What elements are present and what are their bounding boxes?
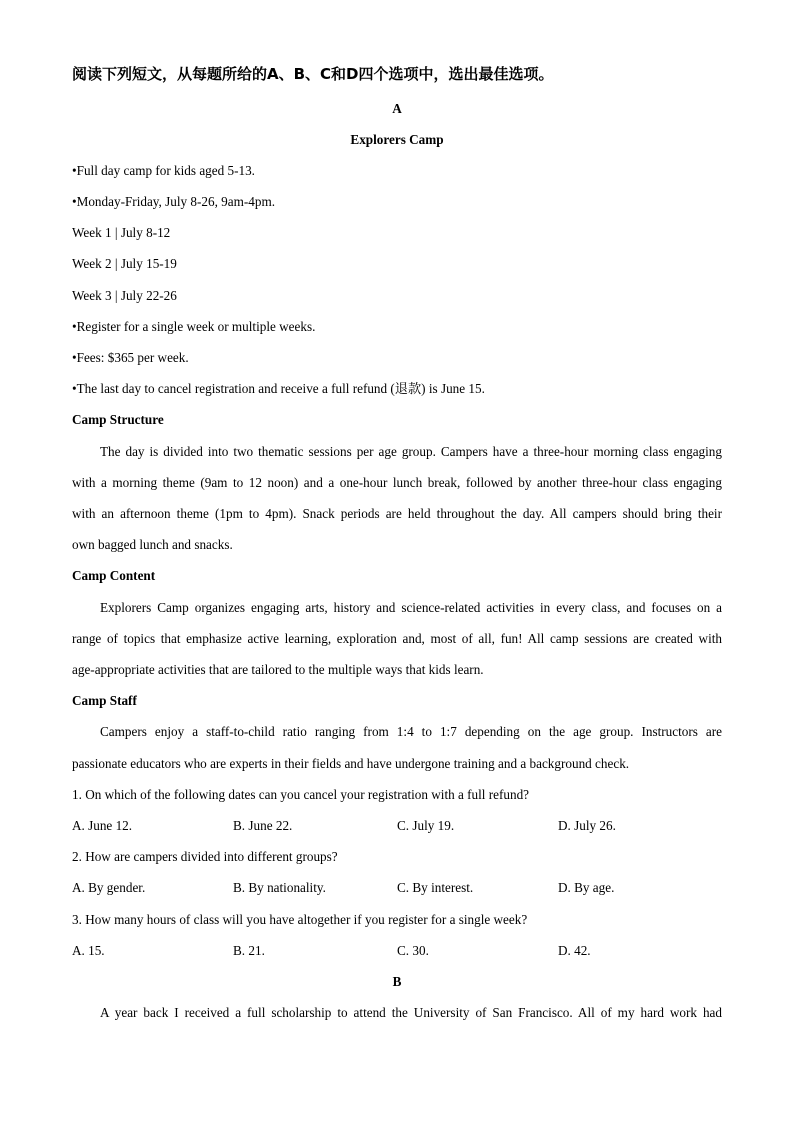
bullet-age: •Full day camp for kids aged 5-13. — [72, 163, 255, 178]
structure-line-1: The day is divided into two thematic sessions per age group. Campers have a three-hour morning class engaging — [100, 444, 722, 459]
question-3-stem: 3. How many hours of class will you have altogether if you register for a single week? — [72, 912, 528, 927]
structure-line-2: with a morning theme (9am to 12 noon) and a one-hour lunch break, followed by another three-hour class engaging — [72, 475, 722, 490]
content-line-2: range of topics that emphasize active learning, exploration and, most of all, fun! All camp sessions are created with — [72, 631, 722, 646]
bullet-dates: •Monday-Friday, July 8-26, 9am-4pm. — [72, 194, 276, 209]
camp-content-heading: Camp Content — [72, 568, 156, 583]
question-2-option-c[interactable]: C. By interest. — [397, 880, 474, 895]
question-1-option-d[interactable]: D. July 26. — [558, 818, 616, 833]
question-2-option-a[interactable]: A. By gender. — [72, 880, 146, 895]
structure-line-4: own bagged lunch and snacks. — [72, 537, 233, 552]
staff-line-2: passionate educators who are experts in their fields and have undergone training and a background check. — [72, 756, 630, 771]
question-2-option-b[interactable]: B. By nationality. — [233, 880, 326, 895]
passage-title: Explorers Camp — [350, 132, 444, 147]
question-3-option-c[interactable]: C. 30. — [397, 943, 429, 958]
camp-staff-heading: Camp Staff — [72, 693, 137, 708]
section-b-first-line: A year back I received a full scholarship to attend the University of San Francisco. All of my hard work had — [100, 1005, 722, 1020]
bullet-register: •Register for a single week or multiple weeks. — [72, 319, 316, 334]
content-line-3: age-appropriate activities that are tailored to the multiple ways that kids learn. — [72, 662, 484, 677]
instruction-text: 阅读下列短文，从每题所给的A、B、C和D四个选项中，选出最佳选项。 — [72, 65, 554, 83]
week-3: Week 3 | July 22-26 — [72, 288, 177, 303]
structure-line-3: with an afternoon theme (1pm to 4pm). Snack periods are held throughout the day. All campers should bring their — [72, 506, 722, 521]
section-a-letter: A — [392, 101, 402, 116]
question-3-option-d[interactable]: D. 42. — [558, 943, 591, 958]
bullet-refund: •The last day to cancel registration and receive a full refund (退款) is June 15. — [72, 381, 485, 396]
week-2: Week 2 | July 15-19 — [72, 256, 177, 271]
section-b-letter: B — [392, 974, 402, 989]
question-1-option-c[interactable]: C. July 19. — [397, 818, 455, 833]
question-1-option-a[interactable]: A. June 12. — [72, 818, 133, 833]
staff-line-1: Campers enjoy a staff-to-child ratio ranging from 1:4 to 1:7 depending on the age group. Instructors are — [100, 724, 722, 739]
content-line-1: Explorers Camp organizes engaging arts, history and science-related activities in every class, and focuses on a — [100, 600, 722, 615]
bullet-fees: •Fees: $365 per week. — [72, 350, 189, 365]
question-3-option-a[interactable]: A. 15. — [72, 943, 105, 958]
question-1-stem: 1. On which of the following dates can you cancel your registration with a full refund? — [72, 787, 530, 802]
question-2-stem: 2. How are campers divided into different groups? — [72, 849, 338, 864]
week-1: Week 1 | July 8-12 — [72, 225, 171, 240]
question-1-option-b[interactable]: B. June 22. — [233, 818, 293, 833]
question-2-option-d[interactable]: D. By age. — [558, 880, 615, 895]
camp-structure-heading: Camp Structure — [72, 412, 164, 427]
question-3-option-b[interactable]: B. 21. — [233, 943, 265, 958]
